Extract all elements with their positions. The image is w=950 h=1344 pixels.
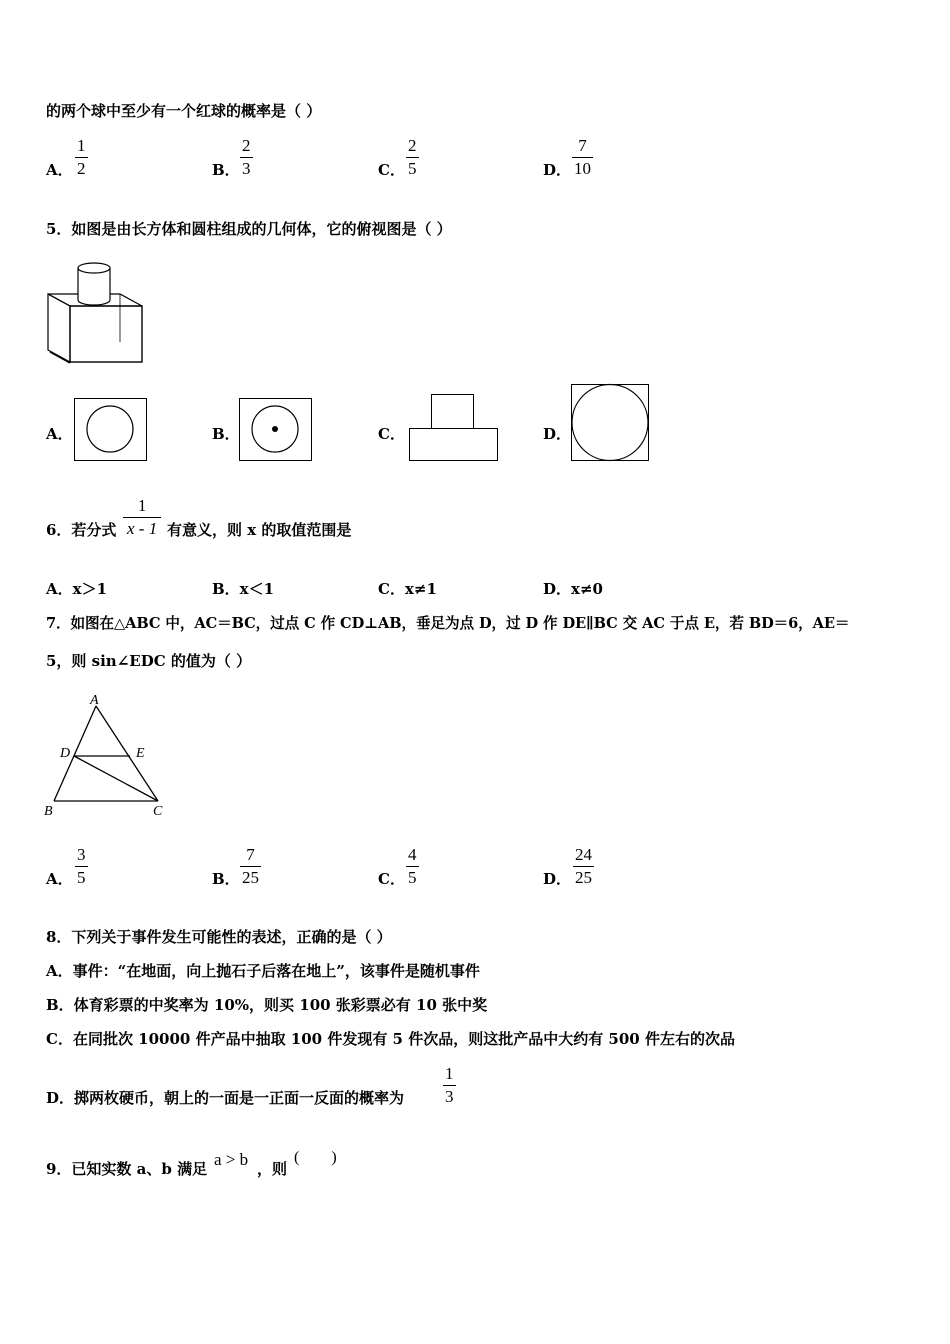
vertex-label-d: D: [60, 746, 71, 761]
q5-option-b-label: B．: [212, 425, 240, 443]
q4-stem: 的两个球中至少有一个红球的概率是（ ）: [46, 102, 322, 120]
numerator: 3: [77, 845, 86, 864]
q5-stem: 5．如图是由长方体和圆柱组成的几何体，它的俯视图是（ ）: [46, 220, 452, 238]
box-bottom-shade: [50, 352, 70, 363]
q6-prefix: 6．若分式: [46, 521, 117, 539]
q9-suffix: ，则: [257, 1160, 288, 1178]
q9-answer-paren: ( ): [294, 1149, 337, 1166]
q9-prefix: 9．已知实数 a、b 满足: [46, 1160, 208, 1178]
q8-option-c: C．在同批次 10000 件产品中抽取 100 件发现有 5 件次品，则这批产品中大约有 500 件左右的次品: [46, 1030, 735, 1048]
q6-option-b: B．x＜1: [212, 580, 275, 598]
q4-option-d-fraction: [572, 136, 593, 179]
q5-solid-figure: [40, 258, 150, 370]
numerator: 2: [408, 136, 417, 155]
q9-expression: a > b: [214, 1150, 249, 1169]
denominator: 10: [574, 159, 591, 178]
q7-option-a-fraction: [75, 845, 88, 888]
q8-stem: 8．下列关于事件发生可能性的表述，正确的是（ ）: [46, 928, 392, 946]
q5-option-d-figure: [570, 383, 652, 463]
numerator: 4: [408, 845, 417, 864]
numerator: 1: [445, 1064, 454, 1083]
vertex-label-b: B: [44, 804, 53, 819]
lower-rectangle: [410, 429, 498, 461]
vertex-label-a: A: [90, 693, 99, 708]
q7-option-d-fraction: [573, 845, 594, 888]
denominator: 5: [408, 159, 417, 178]
segment-dc: [74, 756, 158, 801]
denominator: 5: [408, 868, 417, 887]
denominator: 5: [77, 868, 86, 887]
center-dot: [272, 426, 278, 432]
circle-outline: [572, 385, 648, 461]
numerator: 24: [575, 845, 592, 864]
square-outline: [75, 399, 147, 461]
circle-outline: [87, 406, 133, 452]
q8-option-d: D．掷两枚硬币，朝上的一面是一正面一反面的概率为: [46, 1089, 405, 1107]
q4-option-b-label: B．: [212, 161, 240, 179]
q4-option-d-label: D．: [543, 161, 572, 179]
q6-suffix: 有意义，则 x 的取值范围是: [167, 521, 352, 539]
q4-option-c-fraction: [406, 136, 419, 179]
q5-option-a-label: A．: [46, 425, 73, 443]
denominator: 3: [445, 1087, 454, 1106]
q6-option-a: A．x＞1: [46, 580, 108, 598]
q5-option-a-figure: [74, 398, 148, 462]
q7-option-c-fraction: [406, 845, 419, 888]
q7-triangle-figure: [40, 690, 180, 820]
q5-option-c-label: C．: [378, 425, 405, 443]
numerator: 2: [242, 136, 251, 155]
q7-line1: 7．如图在△ABC 中，AC＝BC，过点 C 作 CD⊥AB，垂足为点 D，过 D 作 DE∥BC 交 AC 于点 E，若 BD＝6，AE＝: [46, 615, 850, 632]
denominator: 2: [77, 159, 86, 178]
denominator: 25: [575, 868, 592, 887]
q7-option-a-label: A．: [46, 870, 73, 888]
q7-option-b-fraction: [240, 845, 261, 888]
q6-option-c: C．x≠1: [378, 580, 437, 598]
q4-option-a-label: A．: [46, 161, 73, 179]
q7-line2: 5，则 sin∠EDC 的值为（ ）: [46, 652, 252, 670]
vertex-label-c: C: [153, 804, 163, 819]
box-front-face: [70, 306, 142, 362]
q5-option-c-figure: [409, 394, 501, 462]
denominator: 25: [242, 868, 259, 887]
cylinder-top: [78, 263, 110, 273]
denominator: 3: [242, 159, 251, 178]
q7-option-c-label: C．: [378, 870, 405, 888]
side-ac: [96, 706, 158, 801]
q4-option-c-label: C．: [378, 161, 405, 179]
vertex-label-e: E: [136, 746, 145, 761]
box-left-face: [48, 294, 70, 362]
numerator: 7: [578, 136, 587, 155]
q6-fraction: [123, 496, 161, 539]
upper-rectangle: [432, 395, 474, 429]
numerator: 7: [246, 845, 255, 864]
denominator: x - 1: [123, 517, 161, 539]
q5-option-d-label: D．: [543, 425, 572, 443]
q5-option-b-figure: [239, 398, 313, 462]
q8-option-d-fraction: [443, 1064, 456, 1107]
q7-option-d-label: D．: [543, 870, 572, 888]
q6-option-d: D．x≠0: [543, 580, 603, 598]
q4-option-b-fraction: [240, 136, 253, 179]
numerator: 1: [77, 136, 86, 155]
q4-option-a-fraction: [75, 136, 88, 179]
numerator: 1: [137, 496, 147, 515]
q8-option-b: B．体育彩票的中奖率为 10%，则买 100 张彩票必有 10 张中奖: [46, 996, 488, 1014]
q8-option-a: A．事件：“在地面，向上抛石子后落在地上”，该事件是随机事件: [46, 962, 480, 980]
q7-option-b-label: B．: [212, 870, 240, 888]
